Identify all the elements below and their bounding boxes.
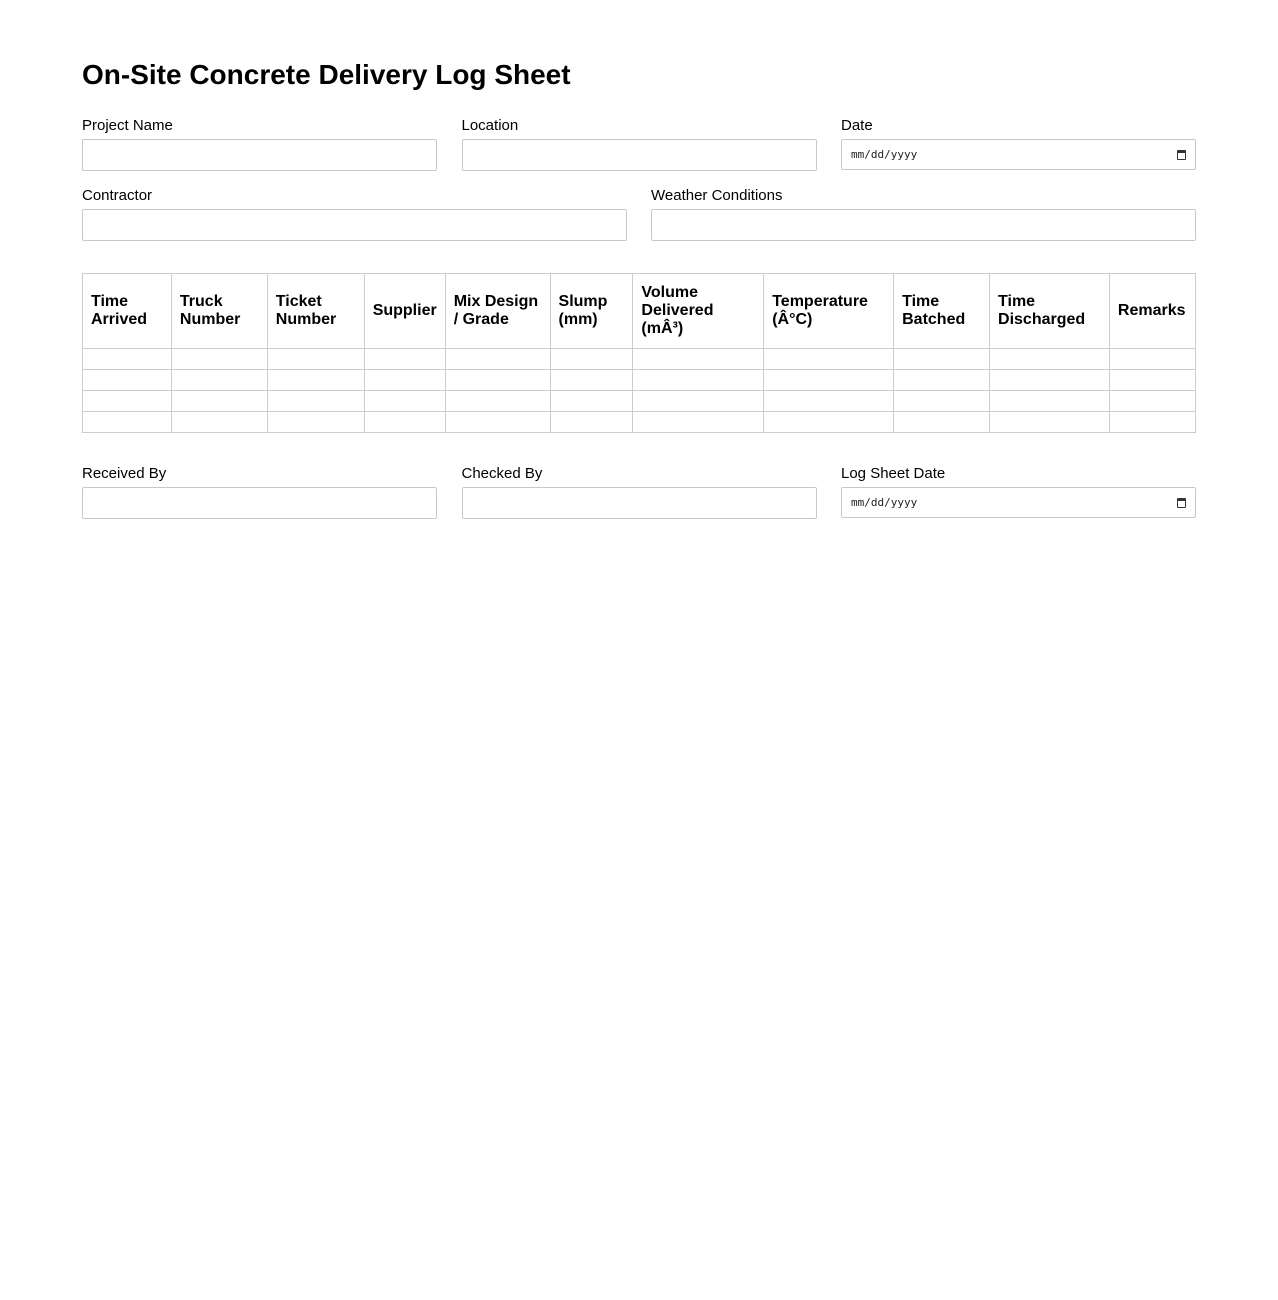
- column-header: Remarks: [1109, 274, 1195, 349]
- location-label: Location: [461, 117, 519, 134]
- table-cell[interactable]: [267, 391, 364, 412]
- table-cell[interactable]: [83, 349, 172, 370]
- column-header: Volume Delivered (mÂ³): [633, 274, 764, 349]
- calendar-icon[interactable]: [1177, 150, 1186, 160]
- table-cell[interactable]: [764, 412, 894, 433]
- column-header: Ticket Number: [267, 274, 364, 349]
- project-name-label: Project Name: [82, 117, 173, 134]
- table-cell[interactable]: [633, 391, 764, 412]
- contractor-input[interactable]: [82, 209, 627, 241]
- table-cell[interactable]: [445, 391, 550, 412]
- table-cell[interactable]: [894, 412, 990, 433]
- table-cell[interactable]: [633, 349, 764, 370]
- table-cell[interactable]: [990, 412, 1110, 433]
- table-row: [83, 370, 1196, 391]
- received-by-label: Received By: [82, 465, 167, 482]
- table-cell[interactable]: [1109, 370, 1195, 391]
- table-cell[interactable]: [764, 370, 894, 391]
- page-title: On-Site Concrete Delivery Log Sheet: [82, 59, 571, 90]
- table-cell[interactable]: [990, 391, 1110, 412]
- table-cell[interactable]: [550, 391, 633, 412]
- table-cell[interactable]: [894, 349, 990, 370]
- project-name-field: [82, 117, 437, 171]
- table-cell[interactable]: [550, 349, 633, 370]
- received-by-field: [82, 465, 437, 519]
- table-cell[interactable]: [1109, 391, 1195, 412]
- table-cell[interactable]: [83, 412, 172, 433]
- table-cell[interactable]: [764, 391, 894, 412]
- checked-by-label: Checked By: [461, 465, 543, 482]
- weather-label: Weather Conditions: [651, 187, 783, 204]
- table-cell[interactable]: [267, 412, 364, 433]
- table-cell[interactable]: [171, 391, 267, 412]
- log-sheet-date-field: [841, 465, 1196, 519]
- table-cell[interactable]: [1109, 349, 1195, 370]
- table-cell[interactable]: [83, 370, 172, 391]
- column-header: Slump (mm): [550, 274, 633, 349]
- table-header-row: [83, 274, 1196, 349]
- received-by-input[interactable]: [82, 487, 437, 519]
- date-input[interactable]: [841, 139, 1196, 170]
- table-cell[interactable]: [445, 370, 550, 391]
- weather-field: [651, 187, 1196, 241]
- calendar-icon[interactable]: [1177, 498, 1186, 508]
- log-sheet-date-placeholder: mm/dd/yyyy: [851, 496, 918, 509]
- table-cell[interactable]: [764, 349, 894, 370]
- column-header: Time Arrived: [83, 274, 172, 349]
- table-cell[interactable]: [894, 370, 990, 391]
- column-header: Temperature (Â°C): [764, 274, 894, 349]
- column-header: Supplier: [364, 274, 445, 349]
- column-header: Truck Number: [171, 274, 267, 349]
- table-cell[interactable]: [364, 370, 445, 391]
- table-cell[interactable]: [550, 412, 633, 433]
- weather-input[interactable]: [651, 209, 1196, 241]
- table-cell[interactable]: [171, 370, 267, 391]
- table-cell[interactable]: [364, 412, 445, 433]
- column-header: Time Discharged: [990, 274, 1110, 349]
- project-info-row: [82, 117, 1196, 171]
- log-sheet-date-label: Log Sheet Date: [841, 465, 946, 482]
- table-cell[interactable]: [83, 391, 172, 412]
- date-field: [841, 117, 1196, 171]
- table-cell[interactable]: [550, 370, 633, 391]
- table-cell[interactable]: [633, 412, 764, 433]
- checked-by-input[interactable]: [462, 487, 817, 519]
- column-header: Time Batched: [894, 274, 990, 349]
- column-header: Mix Design / Grade: [445, 274, 550, 349]
- table-cell[interactable]: [267, 349, 364, 370]
- table-cell[interactable]: [171, 349, 267, 370]
- contractor-label: Contractor: [82, 187, 153, 204]
- contractor-field: [82, 187, 627, 241]
- table-cell[interactable]: [894, 391, 990, 412]
- table-cell[interactable]: [990, 349, 1110, 370]
- signoff-row: [82, 465, 1196, 519]
- table-row: [83, 391, 1196, 412]
- table-cell[interactable]: [171, 412, 267, 433]
- location-input[interactable]: [462, 139, 817, 171]
- delivery-log-table: [82, 273, 1196, 433]
- table-cell[interactable]: [445, 412, 550, 433]
- checked-by-field: [462, 465, 817, 519]
- location-field: [462, 117, 817, 171]
- table-cell[interactable]: [633, 370, 764, 391]
- log-sheet-date-input[interactable]: [841, 487, 1196, 518]
- table-cell[interactable]: [267, 370, 364, 391]
- project-name-input[interactable]: [82, 139, 437, 171]
- table-cell[interactable]: [1109, 412, 1195, 433]
- table-row: [83, 412, 1196, 433]
- table-cell[interactable]: [364, 349, 445, 370]
- date-placeholder: mm/dd/yyyy: [851, 148, 918, 161]
- contractor-row: [82, 187, 1196, 241]
- table-row: [83, 349, 1196, 370]
- table-cell[interactable]: [990, 370, 1110, 391]
- date-label: Date: [841, 117, 873, 134]
- table-cell[interactable]: [364, 391, 445, 412]
- table-cell[interactable]: [445, 349, 550, 370]
